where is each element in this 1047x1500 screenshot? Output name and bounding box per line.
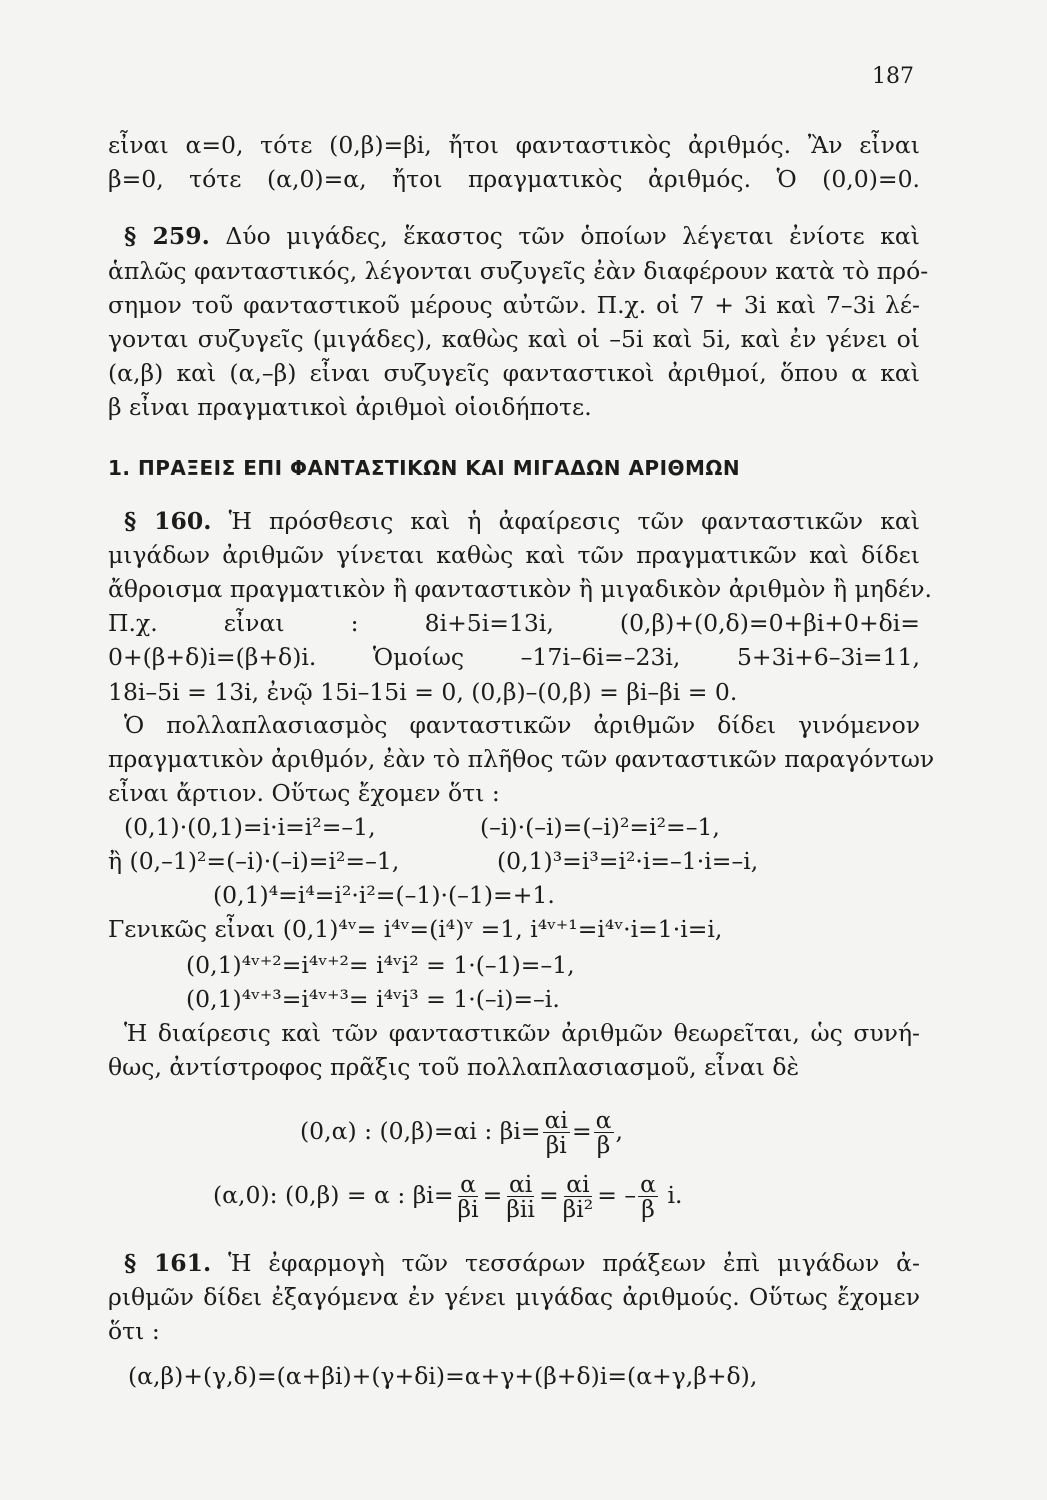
formula-text: =: [482, 1181, 503, 1209]
equation: ἢ (0,–1)²=(–i)·(–i)=i²=–1,: [108, 847, 400, 875]
denominator: βi²: [562, 1195, 594, 1223]
section-number: § 161.: [124, 1249, 212, 1277]
text-line: β=0, τότε (α,0)=α, ἤτοι πραγματικὸς ἀριθμός. Ὁ (0,0)=0.: [108, 165, 920, 193]
fraction: [456, 1172, 481, 1221]
text-span: Ἡ ἐφαρμογὴ τῶν τεσσάρων πράξεων ἐπὶ μιγάδων ἀ-: [228, 1249, 920, 1277]
fraction: [638, 1172, 658, 1221]
page-number: 187: [872, 64, 914, 89]
text-line: εἶναι ἄρτιον. Οὕτως ἔχομεν ὅτι :: [108, 779, 500, 807]
paragraph-159-first: [124, 221, 920, 251]
text-line: ριθμῶν δίδει ἐξαγόμενα ἐν γένει μιγάδας ἀριθμούς. Οὕτως ἔχομεν: [108, 1283, 920, 1311]
text-span: Ἡ πρόσθεσις καὶ ἡ ἀφαίρεσις τῶν φανταστικῶν καὶ: [228, 507, 920, 535]
formula-text: (0,α) : (0,β)=αi : βi=: [300, 1117, 541, 1145]
fraction: [561, 1172, 596, 1221]
formula-text: (α,0): (0,β) = α : βi=: [213, 1181, 454, 1209]
text-line: Π.χ. εἶναι : 8i+5i=13i, (0,β)+(0,δ)=0+βi+0+δi=: [108, 609, 920, 637]
numerator: αi: [544, 1106, 568, 1134]
text-line: 0+(β+δ)i=(β+δ)i. Ὁμοίως –17i–6i=–23i, 5+3i+6–3i=11,: [108, 643, 920, 671]
fraction: [594, 1108, 614, 1157]
text-line: (α,β) καὶ (α,–β) εἶναι συζυγεῖς φανταστικοὶ ἀριθμοί, ὅπου α καὶ: [108, 359, 920, 387]
numerator: αi: [508, 1170, 533, 1198]
text-line: ἁπλῶς φανταστικός, λέγονται συζυγεῖς ἐὰν διαφέρουν κατὰ τὸ πρό-: [108, 257, 929, 285]
text-line: Ὁ πολλαπλασιασμὸς φανταστικῶν ἀριθμῶν δίδει γινόμενον: [124, 711, 920, 739]
final-equation: (α,β)+(γ,δ)=(α+βi)+(γ+δi)=α+γ+(β+δ)i=(α+γ,β+δ),: [128, 1362, 758, 1390]
denominator: β: [596, 1131, 611, 1159]
equation: (–i)·(–i)=(–i)²=i²=–1,: [480, 813, 720, 841]
formula-text: i.: [667, 1181, 683, 1209]
text-line: εἶναι α=0, τότε (0,β)=βi, ἤτοι φανταστικὸς ἀριθμός. Ἂν εἶναι: [108, 131, 920, 159]
text-line: θως, ἀντίστροφος πρᾶξις τοῦ πολλαπλασιασμοῦ, εἶναι δὲ: [108, 1053, 800, 1081]
equation: Γενικῶς εἶναι (0,1)⁴ᵛ= i⁴ᵛ=(i⁴)ᵛ =1, i⁴ᵛ⁺¹=i⁴ᵛ·i=1·i=i,: [108, 915, 723, 943]
numerator: α: [595, 1106, 612, 1134]
denominator: βi: [545, 1131, 567, 1159]
text-line: μιγάδων ἀριθμῶν γίνεται καθὼς καὶ τῶν πραγματικῶν καὶ δίδει: [108, 541, 920, 569]
text-line: γονται συζυγεῖς (μιγάδες), καθὼς καὶ οἱ –5i καὶ 5i, καὶ ἐν γένει οἱ: [108, 325, 920, 353]
equation: (0,1)⁴=i⁴=i²·i²=(–1)·(–1)=+1.: [213, 881, 555, 909]
paragraph-161-first: [124, 1248, 920, 1278]
section-number: § 259.: [124, 222, 210, 250]
equation: (0,1)³=i³=i²·i=–1·i=–i,: [497, 847, 759, 875]
equation: (0,1)⁴ᵛ⁺³=i⁴ᵛ⁺³= i⁴ᵛi³ = 1·(–i)=–i.: [186, 985, 560, 1013]
division-formula-1: [300, 1108, 623, 1157]
numerator: α: [460, 1170, 476, 1198]
equation: (0,1)⁴ᵛ⁺²=i⁴ᵛ⁺²= i⁴ᵛi² = 1·(–1)=–1,: [186, 951, 575, 979]
numerator: αi: [566, 1170, 590, 1198]
text-line: ἄθροισμα πραγματικὸν ἢ φανταστικὸν ἢ μιγαδικὸν ἀριθμὸν ἢ μηδέν.: [108, 575, 932, 603]
fraction: [543, 1108, 570, 1157]
equation: (0,1)·(0,1)=i·i=i²=–1,: [124, 813, 376, 841]
text-span: Δύο μιγάδες, ἕκαστος τῶν ὁποίων λέγεται ἐνίοτε καὶ: [225, 222, 920, 250]
text-line: σημον τοῦ φανταστικοῦ μέρους αὐτῶν. Π.χ. οἱ 7 + 3i καὶ 7–3i λέ-: [108, 291, 920, 319]
formula-text: = –: [597, 1181, 637, 1209]
denominator: βi: [457, 1195, 479, 1223]
text-line: ὅτι :: [108, 1317, 160, 1345]
denominator: βii: [506, 1195, 535, 1223]
section-heading: 1. ΠΡΑΞΕΙΣ ΕΠΙ ΦΑΝΤΑΣΤΙΚΩΝ ΚΑΙ ΜΙΓΑΔΩΝ ΑΡΙΘΜΩΝ: [108, 456, 741, 480]
text-line: β εἶναι πραγματικοὶ ἀριθμοὶ οἱοιδήποτε.: [108, 393, 592, 421]
fraction: [504, 1172, 537, 1221]
section-number: § 160.: [124, 507, 212, 535]
formula-text: =: [538, 1181, 559, 1209]
text-line: πραγματικὸν ἀριθμόν, ἐὰν τὸ πλῆθος τῶν φανταστικῶν παραγόντων: [108, 745, 935, 773]
text-line: Ἡ διαίρεσις καὶ τῶν φανταστικῶν ἀριθμῶν θεωρεῖται, ὡς συνή-: [124, 1019, 920, 1047]
denominator: β: [641, 1195, 655, 1223]
text-line: 18i–5i = 13i, ἐνῷ 15i–15i = 0, (0,β)–(0,β) = βi–βi = 0.: [108, 678, 738, 706]
formula-text: ,: [615, 1117, 624, 1145]
formula-text: =: [571, 1117, 592, 1145]
division-formula-2: [213, 1172, 682, 1221]
numerator: α: [640, 1170, 656, 1198]
paragraph-160-first: [124, 506, 920, 536]
